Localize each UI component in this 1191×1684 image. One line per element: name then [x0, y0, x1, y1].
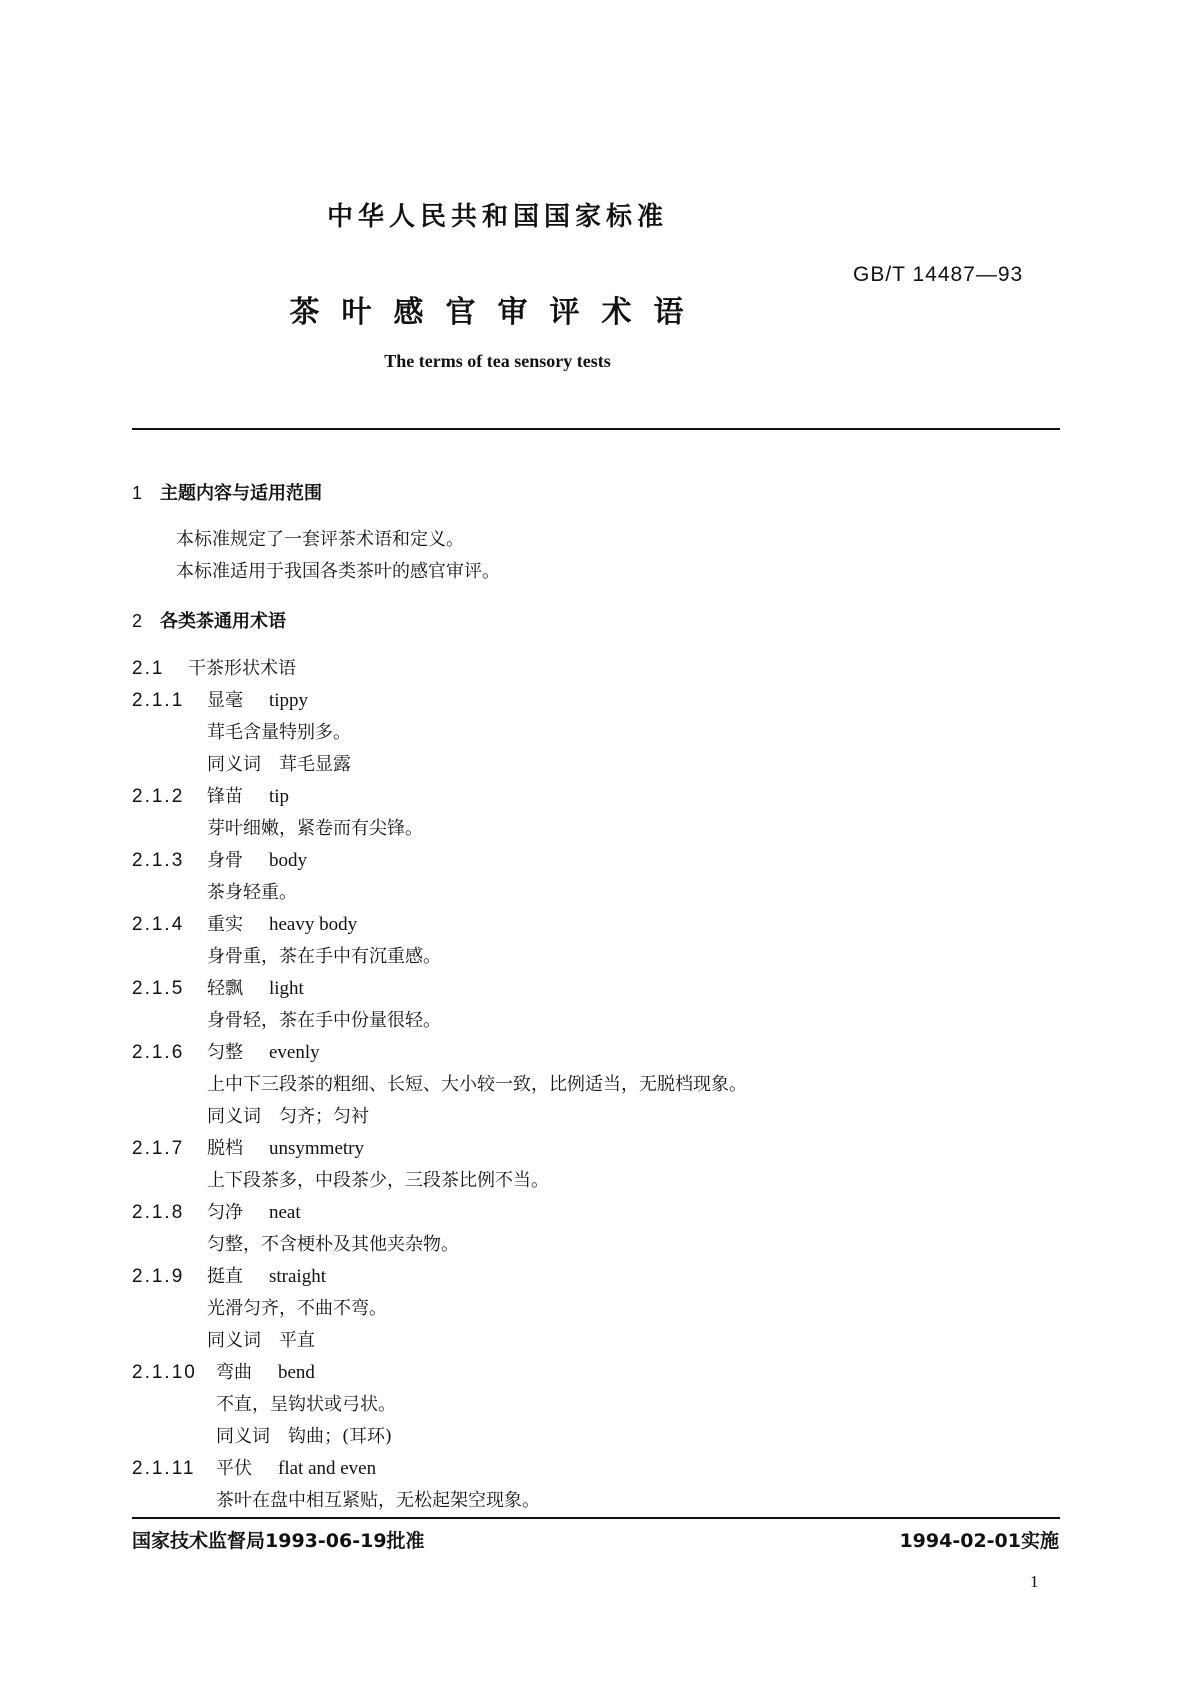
nation-title: 中华人民共和国国家标准 [326, 202, 668, 232]
term-definition: 上下段茶多，中段茶少，三段茶比例不当。 [207, 1170, 549, 1191]
term-chinese: 身骨 [207, 850, 243, 871]
term-english: straight [269, 1266, 326, 1287]
term-number: 2.1.2 [132, 786, 185, 807]
term-english: body [269, 850, 307, 871]
term-row [132, 1358, 315, 1384]
term-definition: 上中下三段茶的粗细、长短、大小较一致，比例适当，无脱档现象。 [207, 1074, 747, 1095]
implementation-date: 1994-02-01实施 [899, 1530, 1059, 1552]
term-chinese: 平伏 [216, 1458, 252, 1479]
subsection-2-1-heading [132, 654, 296, 680]
term-number: 2.1.4 [132, 914, 185, 935]
term-chinese: 锋苗 [207, 786, 243, 807]
term-chinese: 匀净 [207, 1202, 243, 1223]
term-number: 2.1.5 [132, 978, 185, 999]
section-2-title: 各类茶通用术语 [160, 611, 286, 632]
term-definition: 茶身轻重。 [207, 882, 297, 903]
term-row [132, 846, 307, 872]
term-number: 2.1.1 [132, 690, 185, 711]
term-synonym: 同义词 平直 [207, 1330, 315, 1351]
term-english: unsymmetry [269, 1138, 364, 1159]
term-number: 2.1.7 [132, 1138, 185, 1159]
term-chinese: 弯曲 [216, 1362, 252, 1383]
term-number: 2.1.9 [132, 1266, 185, 1287]
term-synonym: 同义词 钩曲；(耳环) [216, 1426, 393, 1447]
term-definition: 匀整，不含梗朴及其他夹杂物。 [207, 1234, 459, 1255]
term-definition: 茸毛含量特别多。 [207, 722, 351, 743]
subsection-2-1-number: 2.1 [132, 658, 165, 679]
section-2-heading [132, 607, 286, 633]
term-synonym: 同义词 茸毛显露 [207, 754, 351, 775]
term-chinese: 匀整 [207, 1042, 243, 1063]
term-definition: 身骨重，茶在手中有沉重感。 [207, 946, 441, 967]
term-number: 2.1.11 [132, 1458, 196, 1479]
subsection-2-1-title: 干茶形状术语 [188, 658, 296, 679]
section-1-para-1: 本标准规定了一套评茶术语和定义。 [176, 529, 464, 550]
term-row [132, 1134, 364, 1160]
term-number: 2.1.8 [132, 1202, 185, 1223]
term-definition: 光滑匀齐，不曲不弯。 [207, 1298, 387, 1319]
term-definition: 身骨轻，茶在手中份量很轻。 [207, 1010, 441, 1031]
section-1-heading [132, 479, 322, 505]
approval-date: 国家技术监督局1993-06-19批准 [132, 1530, 425, 1552]
section-2-number: 2 [132, 611, 143, 631]
term-row [132, 1198, 301, 1224]
term-row [132, 1454, 376, 1480]
term-row [132, 974, 304, 1000]
term-english: tip [269, 786, 290, 807]
section-1-number: 1 [132, 483, 143, 503]
section-1-title: 主题内容与适用范围 [160, 483, 322, 504]
term-row [132, 686, 308, 712]
term-definition: 茶叶在盘中相互紧贴，无松起架空现象。 [216, 1490, 540, 1511]
term-english: evenly [269, 1042, 320, 1063]
term-definition: 不直，呈钩状或弓状。 [216, 1394, 396, 1415]
standard-number: GB/T 14487—93 [853, 263, 1024, 286]
term-row [132, 910, 357, 936]
term-row [132, 782, 289, 808]
term-english: heavy body [269, 914, 358, 935]
term-number: 2.1.6 [132, 1042, 185, 1063]
term-row [132, 1262, 326, 1288]
term-english: bend [278, 1362, 315, 1383]
term-chinese: 轻飘 [207, 978, 243, 999]
term-row [132, 1038, 320, 1064]
document-title: 茶叶感官审评术语 [289, 295, 706, 330]
term-english: tippy [269, 690, 309, 711]
term-chinese: 重实 [207, 914, 243, 935]
term-chinese: 脱档 [207, 1138, 243, 1159]
term-definition: 芽叶细嫩，紧卷而有尖锋。 [207, 818, 423, 839]
term-number: 2.1.10 [132, 1362, 197, 1383]
section-1-para-2: 本标准适用于我国各类茶叶的感官审评。 [176, 561, 500, 582]
term-chinese: 挺直 [207, 1266, 243, 1287]
term-synonym: 同义词 匀齐；匀衬 [207, 1106, 369, 1127]
term-chinese: 显毫 [207, 690, 243, 711]
term-english: light [269, 978, 304, 999]
term-english: flat and even [278, 1458, 377, 1479]
term-number: 2.1.3 [132, 850, 185, 871]
term-english: neat [269, 1202, 301, 1223]
page-number: 1 [1030, 1572, 1039, 1591]
document-subtitle: The terms of tea sensory tests [384, 351, 611, 371]
footer-rule [132, 1517, 1060, 1519]
header-rule [132, 428, 1060, 430]
